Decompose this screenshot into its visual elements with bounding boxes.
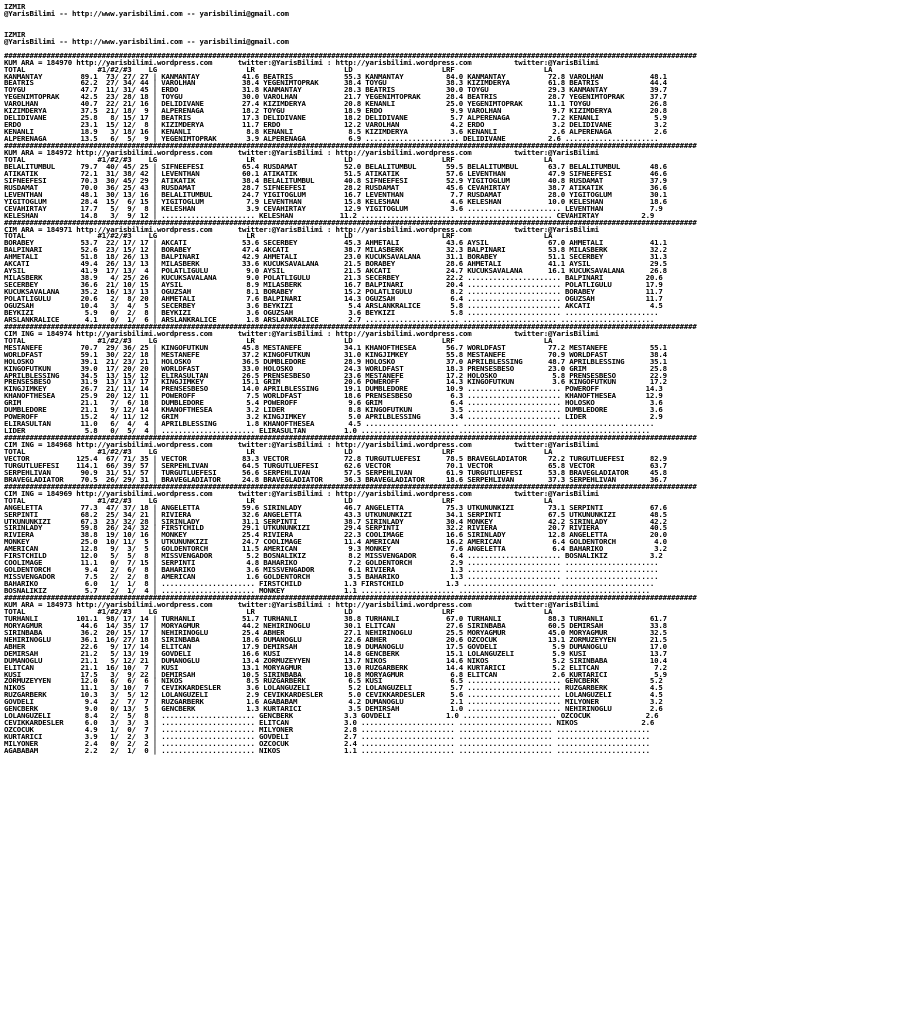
horse-row: DUMANOGLU 21.1 5/ 12/ 21 | DUMANOGLU 13.4 ZORMUZEYYEN 13.7 NIKOS 14.6 NIKOS 5.2 SIRINBABA 10.4 [4, 655, 667, 665]
horse-row: BAHARIKO 6.0 1/ 1/ 8 | ...................... FIRSTCHILD 1.3 FIRSTCHILD 1.3 ...................... ...................... [4, 579, 655, 589]
column-header-line: TOTAL #1/#2/#3 LG LR LD LRF LA [4, 231, 553, 241]
horse-row: MORYAGMUR 44.6 14/ 35/ 17 | MORYAGMUR 44.2 NEHIRINOGLU 30.1 ELITCAN 27.6 SIRINBABA 60.5 DEMIRSAH 33.8 [4, 620, 667, 630]
horse-row: BOSNALIKIZ 5.7 2/ 1/ 4 | ...................... MONKEY 1.1 ...................... ...................... ...................... [4, 586, 650, 596]
horse-row: VAROLHAN 40.7 22/ 21/ 16 | DELIDIVANE 27.4 KIZIMDERYA 20.8 KENANLI 25.0 YEGENIMTOPRAK 11.1 TOYGU 26.8 [4, 99, 667, 109]
horse-row: BORABEY 53.7 22/ 17/ 17 | AKCATI 53.6 SECERBEY 45.3 AHMETALI 43.6 AYSIL 67.0 AHMETALI 41.1 [4, 238, 667, 248]
horse-row: FIRSTCHILD 12.0 5/ 5/ 8 | MISSVENGADOR 5.2 BOSNALIKIZ 8.2 MISSVENGADOR 6.4 ...................... BOSNALIKIZ 3.2 [4, 551, 663, 561]
horse-row: ANGELETTA 77.3 47/ 37/ 18 | ANGELETTA 59.6 SIRINLADY 46.7 ANGELETTA 75.3 UTKUNUNKIZI 73.1 SERPINTI 67.6 [4, 502, 667, 512]
horse-row: COOLIMAGE 11.1 0/ 7/ 15 | SERPINTI 4.8 BAHARIKO 7.2 GOLDENTORCH 2.9 ...................... ...................... [4, 558, 659, 568]
horse-row: ARSLANKRALICE 4.1 0/ 1/ 6 | ARSLANKRALICE 1.8 ARSLANKRALICE 2.7 ...................... ...................... ...................... [4, 314, 655, 324]
horse-row: NEHIRINOGLU 36.1 16/ 27/ 18 | SIRINBABA 18.6 DUMANOGLU 22.6 ABHER 20.6 OZCOCUK 13.1 ZORMUZEYYEN 21.5 [4, 634, 667, 644]
horse-row: LEVENTHAN 48.1 30/ 13/ 16 | BELALITUMBUL 24.7 YIGITOGLUM 16.7 LEVENTHAN 7.7 RUSDAMAT 28.0 YIGITOGLUM 30.1 [4, 189, 667, 199]
horse-row: LOLANGUZELI 8.4 2/ 5/ 8 | ...................... GENCBERK 3.3 GOVDELI 1.0 ...................... OZCOCUK 2.6 [4, 711, 659, 721]
separator-line: ################################################################################################################################################################### [4, 50, 697, 60]
horse-row: ALPERENAGA 13.5 6/ 5/ 9 | YEGENIMTOPRAK 3.9 ALPERENAGA 6.9 ...................... DELIDIVANE 2.6 ...................... [4, 134, 659, 144]
contact-line: @YarisBilimi -- http://www.yarisbilimi.com -- yarisbilimi@gmail.com [4, 8, 289, 18]
column-header-line: TOTAL #1/#2/#3 LG LR LD LRF LA [4, 606, 553, 616]
horse-row: KINGJIMKEY 26.7 21/ 11/ 14 | PRENSESBESO 14.0 APRILBLESSING 19.1 DUMBLEDORE 10.9 ...................... POWEROFF 14.3 [4, 384, 663, 394]
horse-row: KURTARICI 3.9 1/ 2/ 3 | ...................... GOVDELI 2.7 ...................... ...................... ...................... [4, 732, 650, 742]
horse-row: KIZIMDERYA 37.5 21/ 18/ 9 | ALPERENAGA 18.2 TOYGU 18.9 ERDO 9.9 VAROLHAN 9.7 KIZIMDERYA 20.8 [4, 106, 667, 116]
horse-row: KHANOFTHESEA 25.9 20/ 12/ 11 | POWEROFF 7.5 WORLDFAST 18.6 PRENSESBESO 6.3 ...................... KHANOFTHESEA 12.9 [4, 391, 663, 401]
horse-row: BRAVEGLADIATOR 70.5 26/ 29/ 31 | BRAVEGLADIATOR 24.8 BRAVEGLADIATOR 36.3 BRAVEGLADIATOR 18.6 SERPEHLIVAN 37.3 SERPEHLIVAN 36.7 [4, 474, 667, 484]
horse-row: KANMANTAY 89.1 73/ 27/ 27 | KANMANTAY 41.6 BEATRIS 55.3 KANMANTAY 84.0 KANMANTAY 72.8 VAROLHAN 48.1 [4, 71, 667, 81]
horse-row: SERPEHLIVAN 90.9 31/ 51/ 57 | TURGUTLUEFESI 56.6 SERPEHLIVAN 57.5 SERPEHLIVAN 61.9 TURGUTLUEFESI 53.8 BRAVEGLADIATOR 45.8 [4, 467, 667, 477]
horse-row: OGUZSAH 10.4 3/ 4/ 5 | SECERBEY 3.6 BEYKIZI 5.4 ARSLANKRALICE 5.8 ...................... AKCATI 4.5 [4, 300, 663, 310]
horse-row: MISSVENGADOR 7.5 2/ 2/ 8 | AMERICAN 1.6 GOLDENTORCH 3.5 BAHARIKO 1.3 ...................... ...................... [4, 572, 659, 582]
race-header-line: CIM ING = 184969 http://yarisbilimi.wordpress.com twitter:@YarisBilimi : http://yarisbilimi.wordpress.com twitter:@YarisBilimi [4, 488, 599, 498]
horse-row: BEATRIS 62.2 27/ 34/ 44 | VAROLHAN 38.4 YEGENIMTOPRAK 38.4 TOYGU 38.3 KIZIMDERYA 61.8 BEATRIS 44.4 [4, 78, 667, 88]
horse-row: RUSDAMAT 70.0 36/ 25/ 43 | RUSDAMAT 28.7 SIFNEEFESI 28.2 RUSDAMAT 45.6 CEVAHIRTAY 38.7 ATIKATIK 36.6 [4, 182, 667, 192]
horse-row: GRIM 21.1 7/ 6/ 18 | DUMBLEDORE 5.4 POWEROFF 9.6 GRIM 6.4 ...................... HOLOSKO 3.6 [4, 398, 663, 408]
separator-line: ################################################################################################################################################################### [4, 593, 697, 603]
horse-row: ELITCAN 21.1 16/ 10/ 7 | KUSI 13.1 MORYAGMUR 13.0 RUZGARBERK 14.4 KURTARICI 5.2 ELITCAN 7.2 [4, 662, 667, 672]
horse-row: RIVIERA 38.8 19/ 10/ 16 | MONKEY 25.4 RIVIERA 22.3 COOLIMAGE 16.6 SIRINLADY 12.8 ANGELETTA 20.0 [4, 530, 667, 540]
horse-row: GENCBERK 9.0 0/ 13/ 5 | GENCBERK 1.3 KURTARICI 3.5 DEMIRSAH 1.0 ...................... NEHIRINOGLU 2.6 [4, 704, 663, 714]
race-header-line: CIM ARA = 184971 http://yarisbilimi.wordpress.com twitter:@YarisBilimi : http://yarisbilimi.wordpress.com twitter:@YarisBilimi [4, 224, 599, 234]
horse-row: POLATLIGULU 20.6 2/ 8/ 20 | AHMETALI 7.6 BALPINARI 14.3 OGUZSAH 6.4 ...................... OGUZSAH 11.7 [4, 294, 663, 304]
horse-row: AHMETALI 51.8 18/ 26/ 13 | BALPINARI 42.9 AHMETALI 23.0 KUCUKSAVALANA 31.1 BORABEY 51.1 SECERBEY 31.3 [4, 252, 667, 262]
city-line: IZMIR [4, 2, 26, 11]
race-header-line: CIM ING = 184968 http://yarisbilimi.wordpress.com twitter:@YarisBilimi : http://yarisbilimi.wordpress.com twitter:@YarisBilimi [4, 440, 599, 450]
horse-row: MESTANEFE 70.7 29/ 36/ 25 | KINGOFUTKUN 45.8 MESTANEFE 34.1 KHANOFTHESEA 56.7 WORLDFAST 77.2 MESTANEFE 55.1 [4, 342, 667, 352]
horse-row: NIKOS 11.1 3/ 10/ 7 | CEVIKKARDESLER 3.6 LOLANGUZELI 5.2 LOLANGUZELI 5.7 ...................... RUZGARBERK 4.5 [4, 683, 663, 693]
horse-row: KELESHAN 14.8 3/ 9/ 12 | ...................... KELESHAN 11.2 ...................... ...................... CEVAHIRTAY 2.9 [4, 210, 655, 220]
horse-row: SIRINLADY 59.8 26/ 24/ 32 | FIRSTCHILD 29.1 UTKUNUNKIZI 29.4 SERPINTI 32.2 RIVIERA 20.7 RIVIERA 40.5 [4, 523, 667, 533]
horse-row: KENANLI 18.9 3/ 18/ 16 | KENANLI 8.8 KENANLI 8.5 KIZIMDERYA 3.6 KENANLI 2.6 ALPERENAGA 2.6 [4, 127, 667, 137]
contact-line: @YarisBilimi -- http://www.yarisbilimi.com -- yarisbilimi@gmail.com [4, 36, 289, 46]
horse-row: AYSIL 41.9 17/ 13/ 4 | POLATLIGULU 9.0 AYSIL 21.5 AKCATI 24.7 KUCUKSAVALANA 16.1 KUCUKSAVALANA 26.8 [4, 266, 667, 276]
horse-row: WORLDFAST 59.1 30/ 22/ 18 | MESTANEFE 37.2 KINGOFUTKUN 31.0 KINGJIMKEY 55.8 MESTANEFE 70.9 WORLDFAST 38.4 [4, 349, 667, 359]
horse-row: BEYKIZI 5.9 0/ 2/ 8 | BEYKIZI 3.6 OGUZSAH 3.6 BEYKIZI 5.8 ...................... ...................... [4, 307, 659, 317]
horse-row: HOLOSKO 39.1 21/ 23/ 21 | HOLOSKO 36.5 DUMBLEDORE 28.9 HOLOSKO 37.0 APRILBLESSING 48.7 APRILBLESSING 35.1 [4, 356, 667, 366]
race-header-line: KUM ARA = 184972 http://yarisbilimi.wordpress.com twitter:@YarisBilimi : http://yarisbilimi.wordpress.com twitter:@YarisBilimi [4, 148, 599, 158]
horse-row: CEVAHIRTAY 17.7 5/ 9/ 8 | KELESHAN 3.9 CEVAHIRTAY 12.9 YIGITOGLUM 3.6 ...................... LEVENTHAN 7.9 [4, 203, 663, 213]
horse-row: ATIKATIK 72.1 31/ 38/ 42 | LEVENTHAN 60.1 ATIKATIK 51.5 ATIKATIK 57.6 LEVENTHAN 47.9 SIFNEEFESI 46.6 [4, 168, 667, 178]
column-header-line: TOTAL #1/#2/#3 LG LR LD LRF LA [4, 64, 553, 74]
horse-row: KUSI 17.5 3/ 9/ 22 | DEMIRSAH 10.5 SIRINBABA 10.8 MORYAGMUR 6.8 ELITCAN 2.6 KURTARICI 5.9 [4, 669, 667, 679]
horse-row: KINGOFUTKUN 39.0 17/ 20/ 20 | WORLDFAST 33.0 HOLOSKO 24.3 WORLDFAST 18.3 PRENSESBESO 23.0 GRIM 25.8 [4, 363, 667, 373]
horse-row: TURHANLI 101.1 98/ 17/ 14 | TURHANLI 51.7 TURHANLI 38.8 TURHANLI 67.0 TURHANLI 88.3 TURHANLI 61.7 [4, 613, 667, 623]
horse-row: DELIDIVANE 25.8 8/ 15/ 17 | BEATRIS 17.3 DELIDIVANE 18.2 DELIDIVANE 5.7 ALPERENAGA 7.2 KENANLI 5.9 [4, 113, 667, 123]
horse-row: AGABABAM 2.2 2/ 1/ 0 | ...................... NIKOS 1.1 ...................... ...................... ...................... [4, 745, 650, 755]
city-line: IZMIR [4, 29, 26, 39]
horse-row: BELALITUMBUL 79.7 40/ 45/ 25 | SIFNEEFESI 65.4 RUSDAMAT 52.0 BELALITUMBUL 59.5 BELALITUMBUL 63.7 BELALITUMBUL 48.6 [4, 161, 667, 171]
race-header-line: CIM ING = 184974 http://yarisbilimi.wordpress.com twitter:@YarisBilimi : http://yarisbilimi.wordpress.com twitter:@YarisBilimi [4, 328, 599, 338]
horse-row: SIFNEEFESI 70.3 30/ 45/ 29 | ATIKATIK 38.4 BELALITUMBUL 40.8 SIFNEEFESI 52.9 YIGITOGLUM 40.8 RUSDAMAT 37.9 [4, 175, 667, 185]
horse-row: UTKUNUNKIZI 67.3 23/ 32/ 28 | SIRINLADY 31.1 SERPINTI 38.7 SIRINLADY 30.4 MONKEY 42.2 SIRINLADY 42.2 [4, 516, 667, 526]
horse-row: YEGENIMTOPRAK 42.5 23/ 28/ 18 | TOYGU 30.0 VAROLHAN 21.7 YEGENIMTOPRAK 28.4 BEATRIS 28.7 YEGENIMTOPRAK 37.7 [4, 92, 667, 102]
horse-row: SERPINTI 68.2 25/ 34/ 21 | RIVIERA 32.6 ANGELETTA 43.3 UTKUNUNKIZI 34.1 SERPINTI 67.5 UTKUNUNKIZI 48.5 [4, 509, 667, 519]
column-header-line: TOTAL #1/#2/#3 LG LR LD LRF LA [4, 447, 553, 456]
horse-row: DEMIRSAH 21.2 5/ 13/ 19 | GOVDELI 16.6 KUSI 14.8 GENCBERK 15.1 LOLANGUZELI 5.9 KUSI 13.7 [4, 648, 667, 658]
race-header-line: KUM ARA = 184973 http://yarisbilimi.wordpress.com twitter:@YarisBilimi : http://yarisbilimi.wordpress.com twitter:@YarisBilimi [4, 599, 599, 609]
horse-row: SECERBEY 36.6 21/ 10/ 15 | AYSIL 8.9 MILASBERK 16.7 BALPINARI 20.4 ...................... POLATLIGULU 17.9 [4, 280, 663, 290]
horse-row: LIDER 5.8 0/ 5/ 4 | ...................... ELIRASULTAN 1.0 ...................... ...................... ...................... [4, 426, 650, 436]
horse-row: BALPINARI 52.6 23/ 15/ 12 | BORABEY 47.4 AKCATI 38.7 MILASBERK 32.3 BALPINARI 53.8 MILASBERK 32.2 [4, 245, 667, 255]
horse-row: AKCATI 49.4 26/ 13/ 13 | MILASBERK 33.6 KUCUKSAVALANA 21.5 BORABEY 28.6 AHMETALI 41.1 AYSIL 29.5 [4, 259, 667, 269]
horse-row: KUCUKSAVALANA 35.2 16/ 13/ 13 | OGUZSAH 8.1 BORABEY 15.2 POLATLIGULU 8.2 ...................... BORABEY 11.7 [4, 287, 663, 297]
horse-row: MILYONER 2.4 0/ 2/ 2 | ...................... OZCOCUK 2.4 ...................... ...................... ...................... [4, 739, 650, 749]
horse-row: POWEROFF 15.2 4/ 11/ 12 | GRIM 3.2 KINGJIMKEY 5.0 APRILBLESSING 3.4 ...................... LIDER 2.9 [4, 412, 663, 422]
separator-line: ################################################################################################################################################################### [4, 481, 697, 491]
horse-row: YIGITOGLUM 28.4 15/ 6/ 15 | YIGITOGLUM 7.9 LEVENTHAN 15.8 KELESHAN 4.6 KELESHAN 10.0 KELESHAN 18.6 [4, 196, 667, 206]
horse-row: APRILBLESSING 34.5 13/ 15/ 12 | ELIRASULTAN 26.5 PRENSESBESO 23.6 MESTANEFE 17.2 HOLOSKO 5.8 PRENSESBESO 22.9 [4, 370, 667, 380]
separator-line: ################################################################################################################################################################### [4, 433, 697, 443]
separator-line: ################################################################################################################################################################### [4, 141, 697, 151]
horse-row: ELIRASULTAN 11.0 6/ 4/ 4 | APRILBLESSING 1.8 KHANOFTHESEA 4.5 ...................... ...................... ...................... [4, 419, 655, 429]
column-header-line: TOTAL #1/#2/#3 LG LR LD LRF LA [4, 335, 553, 345]
horse-row: MILASBERK 38.9 4/ 25/ 26 | KUCUKSAVALANA 9.0 POLATLIGULU 21.3 SECERBEY 22.2 ...................... BALPINARI 20.6 [4, 273, 663, 283]
horse-row: GOLDENTORCH 9.4 2/ 6/ 8 | BAHARIKO 3.6 MISSVENGADOR 6.1 RIVIERA 1.3 ...................... ...................... [4, 565, 659, 575]
horse-row: TURGUTLUEFESI 114.1 66/ 39/ 57 | SERPEHLIVAN 64.5 TURGUTLUEFESI 62.6 VECTOR 70.1 VECTOR 65.8 VECTOR 63.7 [4, 460, 667, 470]
horse-row: TOYGU 47.7 11/ 31/ 45 | ERDO 31.8 KANMANTAY 28.3 BEATRIS 30.0 TOYGU 29.3 KANMANTAY 39.7 [4, 85, 667, 95]
horse-row: CEVIKKARDESLER 6.0 3/ 3/ 3 | ...................... ELITCAN 3.0 ...................... ...................... NIKOS 2.6 [4, 718, 655, 728]
column-header-line: TOTAL #1/#2/#3 LG LR LD LRF LA [4, 154, 553, 164]
horse-row: ZORMUZEYYEN 12.0 6/ 6/ 6 | NIKOS 8.5 RUZGARBERK 6.5 KUSI 6.5 ...................... GENCBERK 5.2 [4, 676, 663, 686]
horse-row: SIRINBABA 36.2 20/ 15/ 17 | NEHIRINOGLU 25.4 ABHER 27.1 NEHIRINOGLU 25.5 MORYAGMUR 45.0 MORYAGMUR 32.5 [4, 627, 667, 637]
horse-row: RUZGARBERK 10.3 3/ 5/ 12 | LOLANGUZELI 2.9 CEVIKKARDESLER 5.0 CEVIKKARDESLER 5.6 ...................... LOLANGUZELI 4.5 [4, 690, 663, 700]
horse-row: VECTOR 125.4 67/ 71/ 35 | VECTOR 83.3 VECTOR 72.8 TURGUTLUEFESI 78.5 BRAVEGLADIATOR 72.2 TURGUTLUEFESI 82.9 [4, 453, 667, 463]
race-analysis-text [4, 4, 906, 755]
horse-row: OZCOCUK 4.9 1/ 0/ 7 | ...................... MILYONER 2.8 ...................... ...................... ...................... [4, 725, 650, 735]
horse-row: ABHER 22.6 9/ 17/ 14 | ELITCAN 17.9 DEMIRSAH 18.9 DUMANOGLU 17.5 GOVDELI 5.9 DUMANOGLU 17.0 [4, 641, 667, 651]
column-header-line: TOTAL #1/#2/#3 LG LR LD LRF LA [4, 495, 553, 505]
horse-row: ERDO 23.1 15/ 12/ 8 | KIZIMDERYA 11.7 ERDO 12.2 VAROLHAN 4.2 ERDO 3.2 DELIDIVANE 3.2 [4, 120, 667, 130]
separator-line: ################################################################################################################################################################### [4, 217, 697, 227]
horse-row: GOVDELI 9.4 2/ 7/ 7 | RUZGARBERK 1.6 AGABABAM 4.2 DUMANOGLU 2.1 ...................... MILYONER 3.2 [4, 697, 663, 707]
horse-row: MONKEY 25.0 10/ 11/ 5 | UTKUNUNKIZI 24.7 COOLIMAGE 11.4 AMERICAN 16.2 AMERICAN 6.4 GOLDENTORCH 4.0 [4, 537, 667, 547]
horse-row: AMERICAN 12.8 9/ 3/ 5 | GOLDENTORCH 11.5 AMERICAN 9.3 MONKEY 7.6 ANGELETTA 6.4 BAHARIKO 3.2 [4, 544, 667, 554]
horse-row: DUMBLEDORE 21.1 9/ 12/ 14 | KHANOFTHESEA 3.2 LIDER 8.8 KINGOFUTKUN 3.5 ...................... DUMBLEDORE 3.6 [4, 405, 663, 415]
race-header-line: KUM ARA = 184970 http://yarisbilimi.wordpress.com twitter:@YarisBilimi : http://yarisbilimi.wordpress.com twitter:@YarisBilimi [4, 57, 599, 67]
horse-row: PRENSESBESO 31.9 13/ 13/ 17 | KINGJIMKEY 15.1 GRIM 20.6 POWEROFF 14.3 KINGOFUTKUN 3.6 KINGOFUTKUN 17.2 [4, 377, 667, 387]
separator-line: ################################################################################################################################################################### [4, 321, 697, 331]
